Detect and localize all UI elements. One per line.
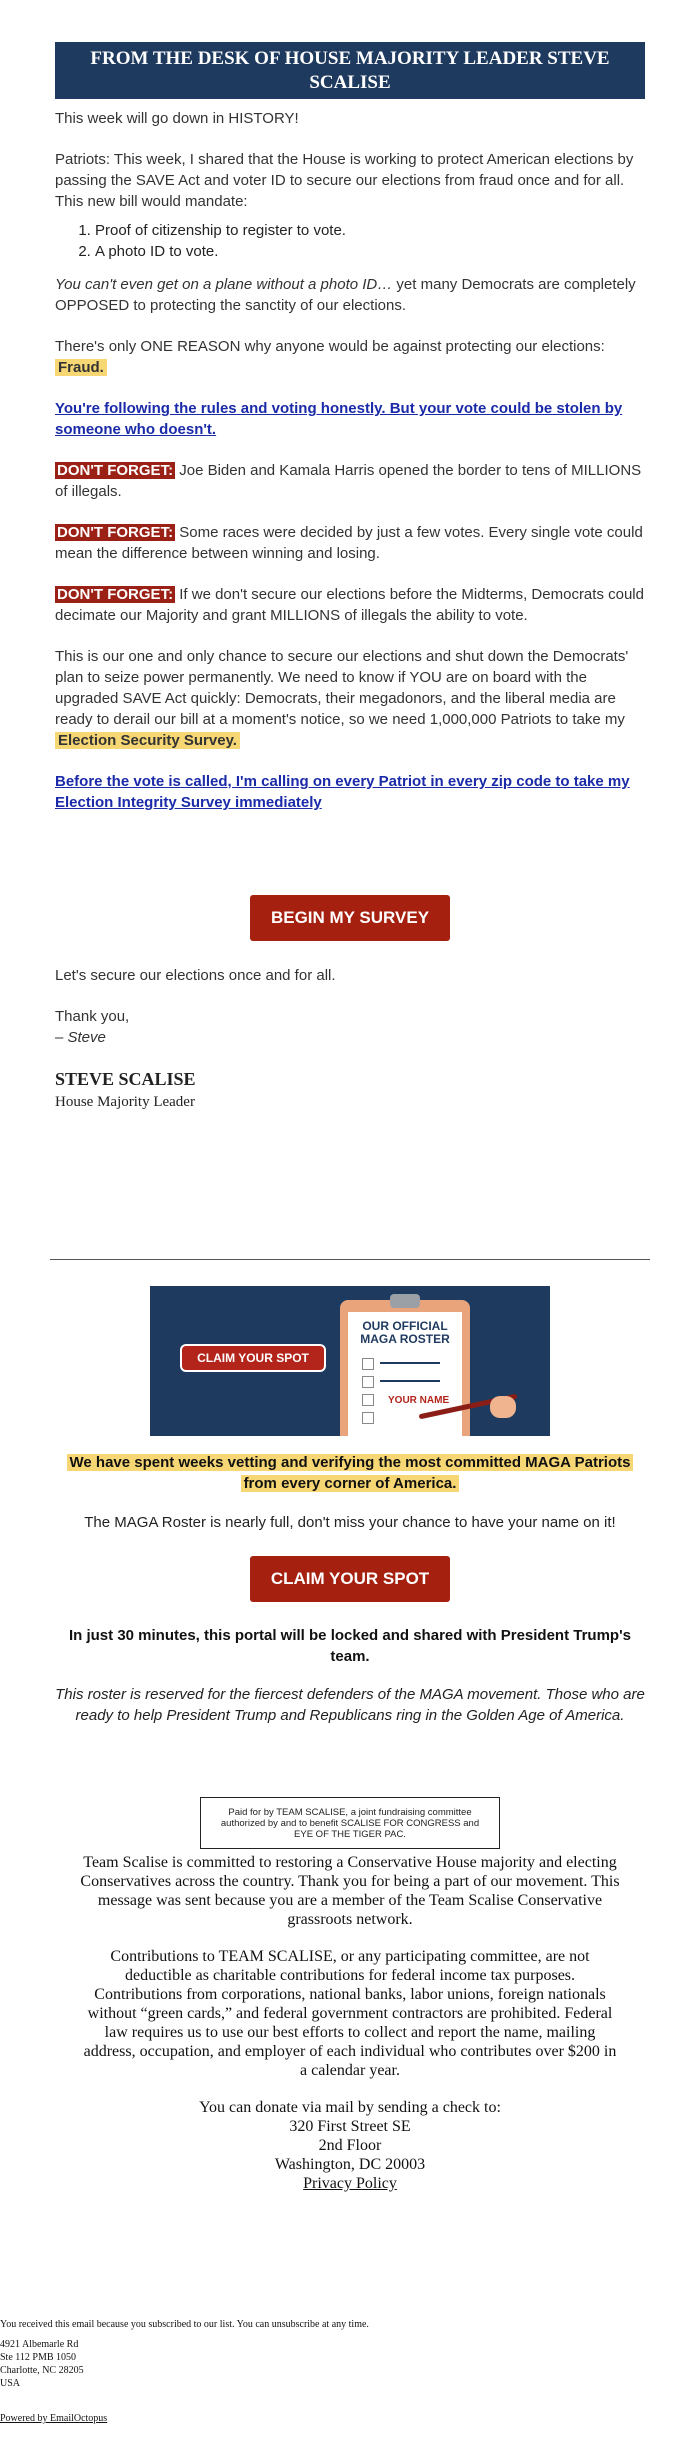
sign-text: – Steve bbox=[55, 1029, 106, 1046]
claim-spot-button[interactable]: CLAIM YOUR SPOT bbox=[250, 1556, 450, 1602]
contributions-text: Contributions to TEAM SCALISE, or any participating committee, are not deductible as charitable contributions for federal income tax purposes. Contributions from corporations, national banks, labor unions, foreign nationals without “green cards,” and federal government contractors are prohibited. Federal law requires us to use our best efforts to collect and report the name, mailing address, occupation, and employer of each individual who contributes over $200 in a calendar year. bbox=[83, 1948, 617, 2079]
roster-reserved-text: This roster is reserved for the fiercest defenders of the MAGA movement. Those who are ready to help President Trump and Republicans ring in the Golden Age of America. bbox=[55, 1686, 645, 1724]
survey-highlight: Election Security Survey. bbox=[55, 732, 240, 749]
address-line: 2nd Floor bbox=[318, 2137, 382, 2154]
roster-highlight-block bbox=[60, 1452, 640, 1494]
sender-address bbox=[0, 2338, 84, 2390]
dont-forget-2: DON'T FORGET: Some races were decided by just a few votes. Every single vote could mean the difference between winning and losing. bbox=[55, 524, 643, 562]
received-text: You received this email because you subscribed to our list. You can unsubscribe at any time. bbox=[0, 2319, 369, 2330]
plane-id-text: You can't even get on a plane without a photo ID… bbox=[55, 276, 393, 293]
mandate-list bbox=[55, 220, 645, 262]
paragraph-4: This is our one and only chance to secure our elections and shut down the Democrats' plan to seize power permanently. We need to know if YOU are on board with the upgraded SAVE Act quickly: Democrats, their megadonors, and the liberal media are ready to derail our bill at a moment's notice, so we need 1,000,000 Patriots to take my Election Security Survey. bbox=[55, 648, 629, 749]
signature-name: STEVE SCALISE bbox=[55, 1069, 196, 1089]
dont-forget-badge: DON'T FORGET: bbox=[57, 524, 174, 541]
closing-text: Let's secure our elections once and for all. bbox=[55, 967, 336, 984]
roster-line-1: OUR OFFICIAL bbox=[362, 1319, 448, 1333]
closing-block bbox=[55, 965, 645, 1112]
address-line: Charlotte, NC 28205 bbox=[0, 2365, 84, 2376]
roster-highlight: We have spent weeks vetting and verifying the most committed MAGA Patriots from every corner of America. bbox=[67, 1454, 634, 1492]
address-line: USA bbox=[0, 2378, 21, 2389]
dont-forget-1: DON'T FORGET: Joe Biden and Kamala Harris opened the border to tens of MILLIONS of illegals. bbox=[55, 462, 642, 500]
paragraph-3: There's only ONE REASON why anyone would be against protecting our elections: Fraud. bbox=[55, 338, 605, 376]
paid-for-box bbox=[200, 1797, 500, 1849]
address-line: Ste 112 PMB 1050 bbox=[0, 2352, 77, 2363]
banner-claim-label: CLAIM YOUR SPOT bbox=[180, 1344, 326, 1372]
letter-body bbox=[55, 108, 645, 813]
header-title: FROM THE DESK OF HOUSE MAJORITY LEADER STEVE SCALISE bbox=[90, 47, 610, 93]
paragraph-2: You can't even get on a plane without a photo ID… yet many Democrats are completely OPPOSED to protecting the sanctity of our elections. bbox=[55, 276, 636, 314]
checkbox-icon bbox=[362, 1376, 374, 1388]
list-item: 1. Proof of citizenship to register to vote. bbox=[95, 220, 645, 241]
roster-nearly-full: The MAGA Roster is nearly full, don't miss your chance to have your name on it! bbox=[84, 1514, 616, 1531]
clipboard-icon bbox=[340, 1300, 470, 1436]
address-line: 4921 Albemarle Rd bbox=[0, 2339, 79, 2350]
donate-mail-text: You can donate via mail by sending a check to: bbox=[199, 2099, 501, 2116]
privacy-policy-link[interactable]: Privacy Policy bbox=[303, 2175, 397, 2192]
rules-voting-link[interactable]: You're following the rules and voting honestly. But your vote could be stolen by someone who doesn't. bbox=[55, 400, 623, 438]
checkbox-icon bbox=[362, 1358, 374, 1370]
dont-forget-3: DON'T FORGET: If we don't secure our elections before the Midterms, Democrats could decimate our Majority and grant MILLIONS of illegals the ability to vote. bbox=[55, 586, 644, 624]
begin-survey-button[interactable]: BEGIN MY SURVEY bbox=[250, 895, 450, 941]
paragraph-1: Patriots: This week, I shared that the House is working to protect American elections by passing the SAVE Act and voter ID to secure our elections from fraud once and for all. This new bill would mandate: bbox=[55, 151, 634, 210]
powered-by-link[interactable]: Powered by EmailOctopus bbox=[0, 2413, 108, 2424]
divider bbox=[50, 1259, 650, 1260]
commitment-text: Team Scalise is committed to restoring a Conservative House majority and electing Conservatives across the country. Thank you for being a part of our movement. This message was sent because you are a member of the Team Scalise Conservative grassroots network. bbox=[80, 1854, 620, 1928]
paid-for-text: Paid for by TEAM SCALISE, a joint fundraising committee authorized by and to benefit SCALISE FOR CONGRESS and EYE OF THE TIGER PAC. bbox=[220, 1806, 480, 1840]
mail-donation-block bbox=[80, 2098, 620, 2193]
intro-text: This week will go down in HISTORY! bbox=[55, 110, 299, 127]
signature-title: House Majority Leader bbox=[55, 1094, 195, 1110]
address-line: Washington, DC 20003 bbox=[274, 2156, 426, 2173]
fraud-highlight: Fraud. bbox=[55, 359, 107, 376]
integrity-survey-link[interactable]: Before the vote is called, I'm calling on every Patriot in every zip code to take my Election Integrity Survey immediately bbox=[55, 773, 630, 811]
hand-icon bbox=[490, 1396, 516, 1418]
link-paragraph-2 bbox=[55, 771, 645, 813]
list-item: 2. A photo ID to vote. bbox=[95, 241, 645, 262]
dont-forget-badge: DON'T FORGET: bbox=[57, 462, 174, 479]
portal-locked-text: In just 30 minutes, this portal will be locked and shared with President Trump's team. bbox=[68, 1627, 632, 1665]
checkbox-icon bbox=[362, 1412, 374, 1424]
roster-line-2: MAGA ROSTER bbox=[360, 1332, 450, 1346]
address-line: 320 First Street SE bbox=[289, 2118, 411, 2135]
header-banner bbox=[55, 42, 645, 99]
link-paragraph-1 bbox=[55, 398, 645, 440]
dont-forget-badge: DON'T FORGET: bbox=[57, 586, 174, 603]
thanks-text: Thank you, bbox=[55, 1008, 130, 1025]
your-name-label: YOUR NAME bbox=[388, 1395, 450, 1406]
maga-roster-banner[interactable] bbox=[150, 1286, 550, 1436]
checkbox-icon bbox=[362, 1394, 374, 1406]
